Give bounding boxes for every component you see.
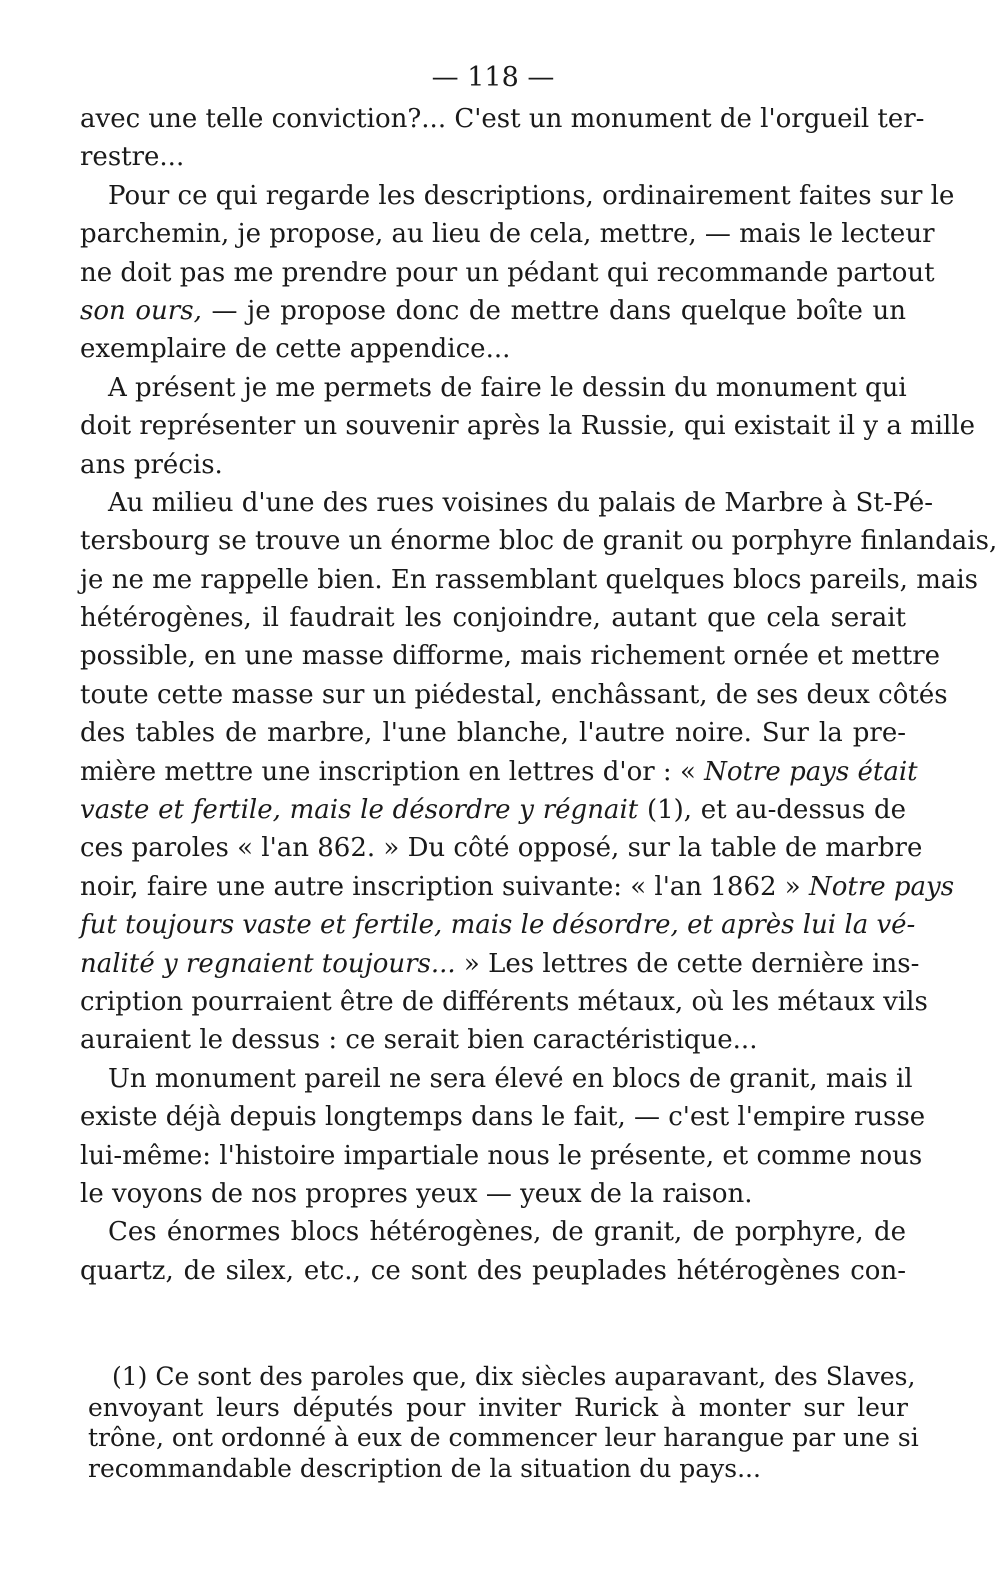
text-line [80,484,933,522]
text-line [80,1137,923,1175]
text-segment: ces paroles « l'an 862. » Du côté opposé, sur la table de marbre [80,833,923,864]
text-segment: » Les lettres de cette dernière ins- [455,948,920,979]
text-segment: le voyons de nos propres yeux — yeux de la raison. [80,1178,753,1209]
text-line [80,561,979,599]
text-segment: lui-même: l'histoire impartiale nous le présente, et comme nous [80,1140,923,1171]
text-line [80,369,906,407]
text-line [80,292,906,330]
text-segment: A présent je me permets de faire le dessin du monument qui [108,372,907,403]
text-line [80,1098,926,1136]
text-segment: Ces énormes blocs hétérogènes, de granit, de porphyre, de [108,1217,906,1248]
footnote-line [88,1393,908,1424]
text-segment: Un monument pareil ne sera élevé en blocs de granit, mais il [108,1063,913,1094]
text-line [80,330,906,368]
text-segment: possible, en une masse difforme, mais richement ornée et mettre [80,641,941,672]
text-segment: mière mettre une inscription en lettres d'or : « [80,756,705,787]
text-line [80,637,941,675]
text-segment: existe déjà depuis longtemps dans le fait, — c'est l'empire russe [80,1102,926,1133]
italic-text: vaste et fertile, mais le désordre y régnait [80,795,639,826]
page-number: — 118 — [431,62,555,93]
text-segment: je ne me rappelle bien. En rassemblant quelques blocs pareils, mais [80,564,979,595]
footnote-line [88,1362,916,1393]
body-text [80,100,998,1290]
text-line [80,138,906,176]
text-line [80,599,906,637]
text-segment: recommandable description de la situation du pays... [88,1453,761,1483]
text-segment: quartz, de silex, etc., ce sont des peuplades hétérogènes con- [80,1255,906,1286]
text-line [80,906,916,944]
text-line [80,714,906,752]
text-segment: doit représenter un souvenir après la Russie, qui existait il y a mille [80,411,976,442]
text-segment: (1) Ce sont des paroles que, dix siècles auparavant, des Slaves, [112,1362,916,1391]
text-segment: Pour ce qui regarde les descriptions, ordinairement faites sur le [108,180,955,211]
text-line [80,522,998,560]
text-segment: envoyant leurs députés pour inviter Rurick à monter sur leur [88,1392,908,1422]
text-line [80,1021,906,1059]
text-line [80,254,935,292]
text-line [80,753,918,791]
page-text [80,58,998,1290]
text-line [80,1175,906,1213]
text-line [80,100,925,138]
text-segment: ne doit pas me prendre pour un pédant qui recommande partout [80,257,935,288]
text-segment: (1), et au-dessus de [638,795,906,826]
text-line [80,407,976,445]
text-line [80,215,935,253]
text-segment: Au milieu d'une des rues voisines du palais de Marbre à St-Pé- [108,487,933,518]
footnote-line [88,1423,919,1454]
text-segment: des tables de marbre, l'une blanche, l'autre noire. Sur la pre- [80,718,906,749]
italic-text: Notre pays [808,871,955,902]
italic-text: fut toujours vaste et fertile, mais le désordre, et après lui la vé- [80,910,916,941]
text-line [80,1213,906,1251]
text-segment: restre... [80,142,185,173]
footnote [88,1362,919,1484]
italic-text: nalité y regnaient toujours... [80,948,456,979]
text-line [80,983,928,1021]
text-line [80,676,948,714]
text-segment: tersbourg se trouve un énorme bloc de granit ou porphyre finlandais, [80,526,998,557]
text-segment: hétérogènes, il faudrait les conjoindre, autant que cela serait [80,603,906,634]
text-segment: — je propose donc de mettre dans quelque boîte un [201,295,906,326]
text-line [80,945,920,983]
text-segment: parchemin, je propose, au lieu de cela, mettre, — mais le lecteur [80,219,935,250]
text-segment: avec une telle conviction?... C'est un monument de l'orgueil ter- [80,104,925,134]
text-line [80,829,923,867]
text-segment: toute cette masse sur un piédestal, enchâssant, de ses deux côtés [80,679,948,710]
text-line [80,791,906,829]
text-segment: auraient le dessus : ce serait bien caractéristique... [80,1025,758,1056]
italic-text: son ours, [80,295,202,326]
text-line [80,446,906,484]
text-line [80,1060,913,1098]
text-segment: cription pourraient être de différents métaux, où les métaux vils [80,986,928,1017]
text-segment: ans précis. [80,449,223,480]
text-line [80,868,955,906]
text-segment: exemplaire de cette appendice... [80,334,511,365]
italic-text: Notre pays était [704,756,918,787]
text-segment: noir, faire une autre inscription suivante: « l'an 1862 » [80,871,809,902]
footnote-line [88,1454,908,1485]
text-segment: trône, ont ordonné à eux de commencer leur harangue par une si [88,1423,919,1452]
text-line [80,1252,906,1290]
text-line [80,177,955,215]
